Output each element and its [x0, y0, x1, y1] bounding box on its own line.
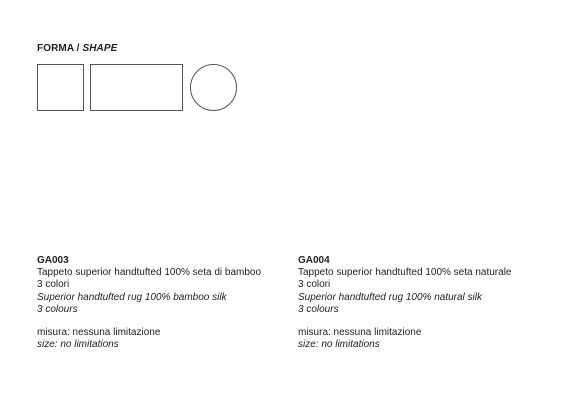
spacer — [37, 316, 299, 327]
product-description-it: Tappeto superior handtufted 100% seta naturale — [298, 267, 512, 279]
product-colors-en: 3 colours — [37, 303, 78, 315]
product-size-en: size: no limitations — [37, 339, 119, 351]
product-ga003 — [37, 255, 299, 351]
product-code: GA004 — [298, 255, 330, 266]
product-code: GA003 — [37, 255, 69, 266]
spacer — [298, 316, 560, 327]
product-ga004 — [298, 255, 560, 351]
product-description-en: Superior handtufted rug 100% natural silk — [298, 291, 483, 303]
product-size-en: size: no limitations — [298, 339, 380, 351]
shape-label-en: SHAPE — [82, 43, 118, 54]
product-colors-it: 3 colori — [298, 279, 331, 291]
product-description-it: Tappeto superior handtufted 100% seta di bamboo — [37, 267, 262, 279]
circle-shape-icon — [190, 64, 237, 111]
rectangle-shape-icon — [90, 64, 183, 111]
product-colors-it: 3 colori — [37, 279, 70, 291]
shape-label-separator: / — [73, 43, 83, 54]
shape-label-it: FORMA — [37, 43, 74, 54]
product-size-it: misura: nessuna limitazione — [37, 327, 161, 339]
shape-heading — [37, 43, 117, 54]
product-size-it: misura: nessuna limitazione — [298, 327, 422, 339]
product-colors-en: 3 colours — [298, 303, 339, 315]
square-shape-icon — [37, 64, 84, 111]
product-description-en: Superior handtufted rug 100% bamboo silk — [37, 291, 227, 303]
